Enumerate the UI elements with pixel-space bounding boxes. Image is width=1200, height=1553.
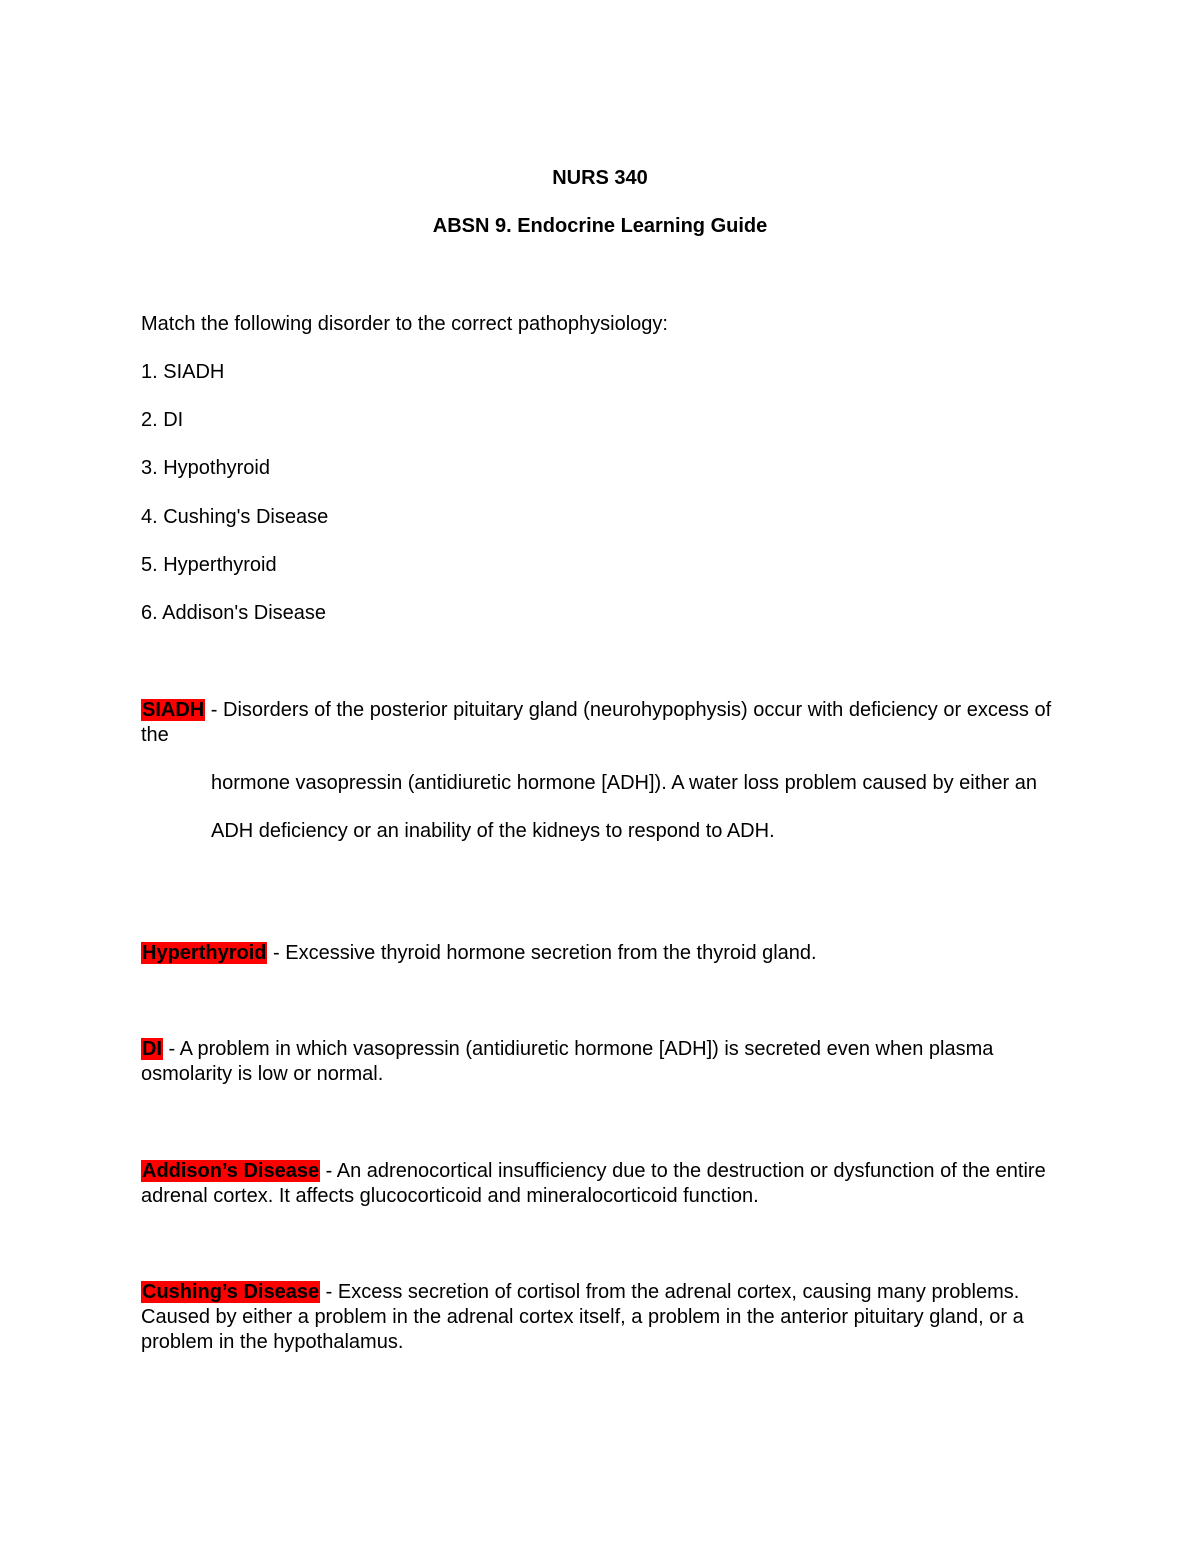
list-item: 3. Hypothyroid bbox=[141, 457, 270, 479]
instructions-text: Match the following disorder to the correct pathophysiology: bbox=[141, 313, 668, 335]
definition-di bbox=[141, 1037, 1076, 1087]
definition-text: hormone vasopressin (antidiuretic hormone [ADH]). A water loss problem caused by either an bbox=[211, 772, 1037, 794]
list-item: 5. Hyperthyroid bbox=[141, 554, 277, 576]
definition-cushings bbox=[141, 1280, 1076, 1355]
definition-text: ADH deficiency or an inability of the kidneys to respond to ADH. bbox=[211, 820, 775, 842]
definition-siadh bbox=[141, 698, 1076, 844]
list-item: 1. SIADH bbox=[141, 361, 225, 383]
highlighted-term: Hyperthyroid bbox=[142, 942, 267, 964]
list-item: 2. DI bbox=[141, 409, 184, 431]
course-title: NURS 340 bbox=[552, 167, 648, 189]
highlighted-term: SIADH bbox=[142, 699, 205, 721]
highlighted-term: Cushing’s Disease bbox=[142, 1281, 320, 1303]
definition-text: - An adrenocortical insufficiency due to the destruction or dysfunction of the entire adrenal cortex. It affects glucocorticoid and mineralocorticoid function. bbox=[141, 1160, 1046, 1207]
highlighted-term: DI bbox=[142, 1038, 162, 1060]
definition-text: - A problem in which vasopressin (antidiuretic hormone [ADH]) is secreted even when plasma osmolarity is low or normal. bbox=[141, 1038, 994, 1085]
definition-addisons bbox=[141, 1159, 1076, 1209]
definition-hyperthyroid bbox=[141, 941, 1076, 966]
definition-text: - Excess secretion of cortisol from the adrenal cortex, causing many problems. Caused by either a problem in the adrenal cortex itself, a problem in the anterior pituitary gland, or a problem in the hypothalamus. bbox=[141, 1281, 1024, 1353]
definition-text: - Excessive thyroid hormone secretion from the thyroid gland. bbox=[267, 942, 817, 964]
highlighted-term: Addison’s Disease bbox=[142, 1160, 320, 1182]
definition-text: - Disorders of the posterior pituitary gland (neurohypophysis) occur with deficiency or excess of the bbox=[141, 699, 1052, 746]
list-item: 4. Cushing's Disease bbox=[141, 506, 329, 528]
list-item: 6. Addison's Disease bbox=[141, 602, 327, 624]
document-subtitle: ABSN 9. Endocrine Learning Guide bbox=[432, 215, 768, 237]
